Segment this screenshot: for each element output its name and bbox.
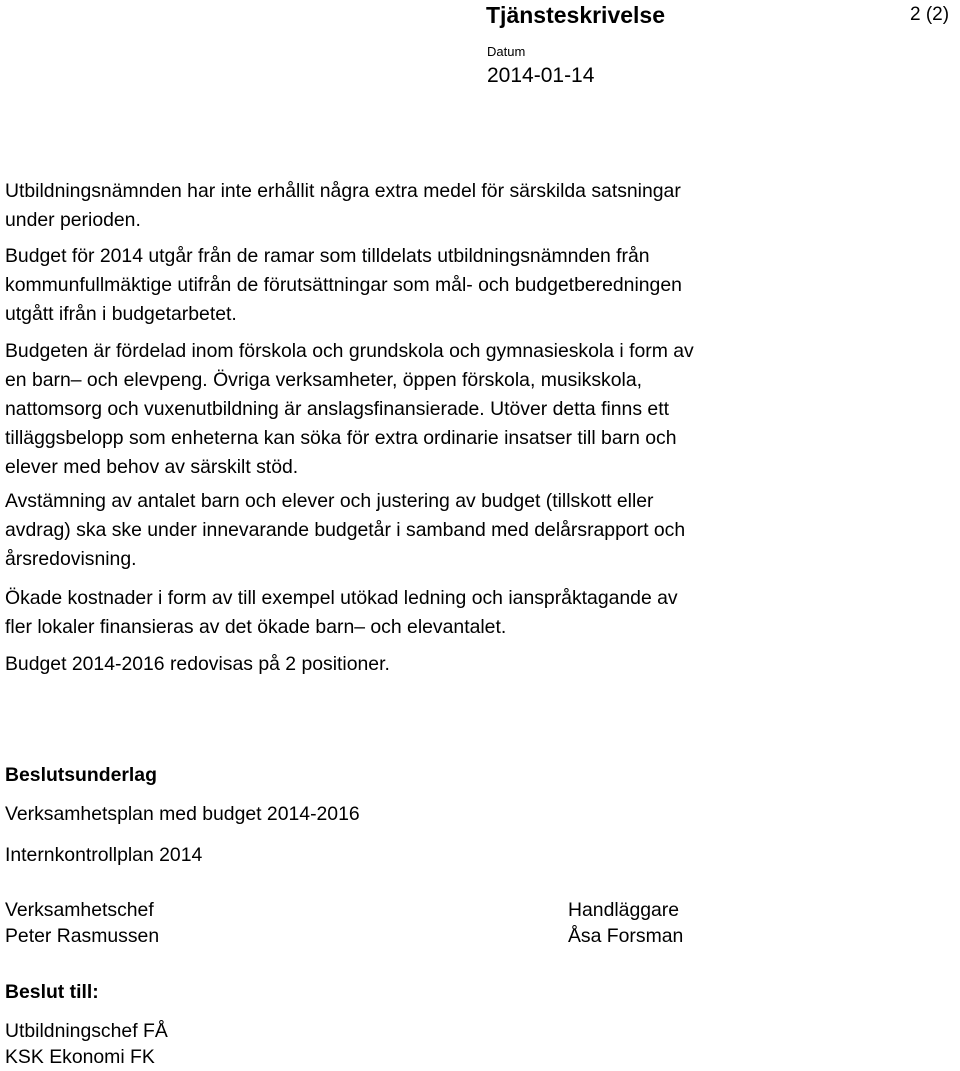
decision-basis-item: Internkontrollplan 2014: [5, 844, 203, 866]
distribution-heading: Beslut till:: [5, 981, 99, 1003]
signature-left-name: Peter Rasmussen: [5, 925, 160, 947]
signature-right-role: Handläggare: [568, 899, 680, 921]
date-label: Datum: [487, 44, 526, 59]
paragraph-allocation: [5, 337, 955, 482]
paragraph-line: avdrag) ska ske under innevarande budgetår i samband med delårsrapport och: [5, 519, 686, 541]
paragraph-line: tilläggsbelopp som enheterna kan söka för extra ordinarie insatser till barn och: [5, 427, 677, 449]
paragraph-reconciliation: [5, 487, 955, 574]
paragraph-line: Ökade kostnader i form av till exempel utökad ledning och ianspråktagande av: [5, 587, 678, 609]
paragraph-line: Utbildningsnämnden har inte erhållit några extra medel för särskilda satsningar: [5, 180, 681, 202]
distribution-recipient: Utbildningschef FÅ: [5, 1020, 168, 1042]
signature-left-role: Verksamhetschef: [5, 899, 154, 921]
paragraph-line: Budgeten är fördelad inom förskola och grundskola och gymnasieskola i form av: [5, 340, 694, 362]
paragraph-budget-frame: [5, 242, 955, 329]
paragraph-line: elever med behov av särskilt stöd.: [5, 456, 299, 478]
decision-basis-item: Verksamhetsplan med budget 2014-2016: [5, 803, 360, 825]
distribution-recipient: KSK Ekonomi FK: [5, 1046, 155, 1068]
paragraph-line: utgått ifrån i budgetarbetet.: [5, 303, 237, 325]
paragraph-line: Budget för 2014 utgår från de ramar som tilldelats utbildningsnämnden från: [5, 245, 650, 267]
paragraph-positions: [5, 650, 955, 679]
page-number: 2 (2): [910, 4, 950, 25]
paragraph-costs: [5, 584, 955, 642]
paragraph-line: årsredovisning.: [5, 548, 137, 570]
paragraph-line: under perioden.: [5, 209, 141, 231]
paragraph-line: Budget 2014-2016 redovisas på 2 positioner.: [5, 653, 390, 675]
paragraph-line: fler lokaler finansieras av det ökade barn– och elevantalet.: [5, 616, 507, 638]
signature-right-name: Åsa Forsman: [568, 925, 684, 947]
paragraph-line: kommunfullmäktige utifrån de förutsättningar som mål- och budgetberedningen: [5, 274, 682, 296]
date-value: 2014-01-14: [487, 64, 595, 87]
decision-basis-heading: Beslutsunderlag: [5, 764, 157, 786]
paragraph-line: nattomsorg och vuxenutbildning är anslagsfinansierade. Utöver detta finns ett: [5, 398, 669, 420]
paragraph-line: en barn– och elevpeng. Övriga verksamheter, öppen förskola, musikskola,: [5, 369, 643, 391]
paragraph-line: Avstämning av antalet barn och elever och justering av budget (tillskott eller: [5, 490, 654, 512]
document-title: Tjänsteskrivelse: [486, 2, 666, 28]
paragraph-funding: [5, 177, 955, 235]
